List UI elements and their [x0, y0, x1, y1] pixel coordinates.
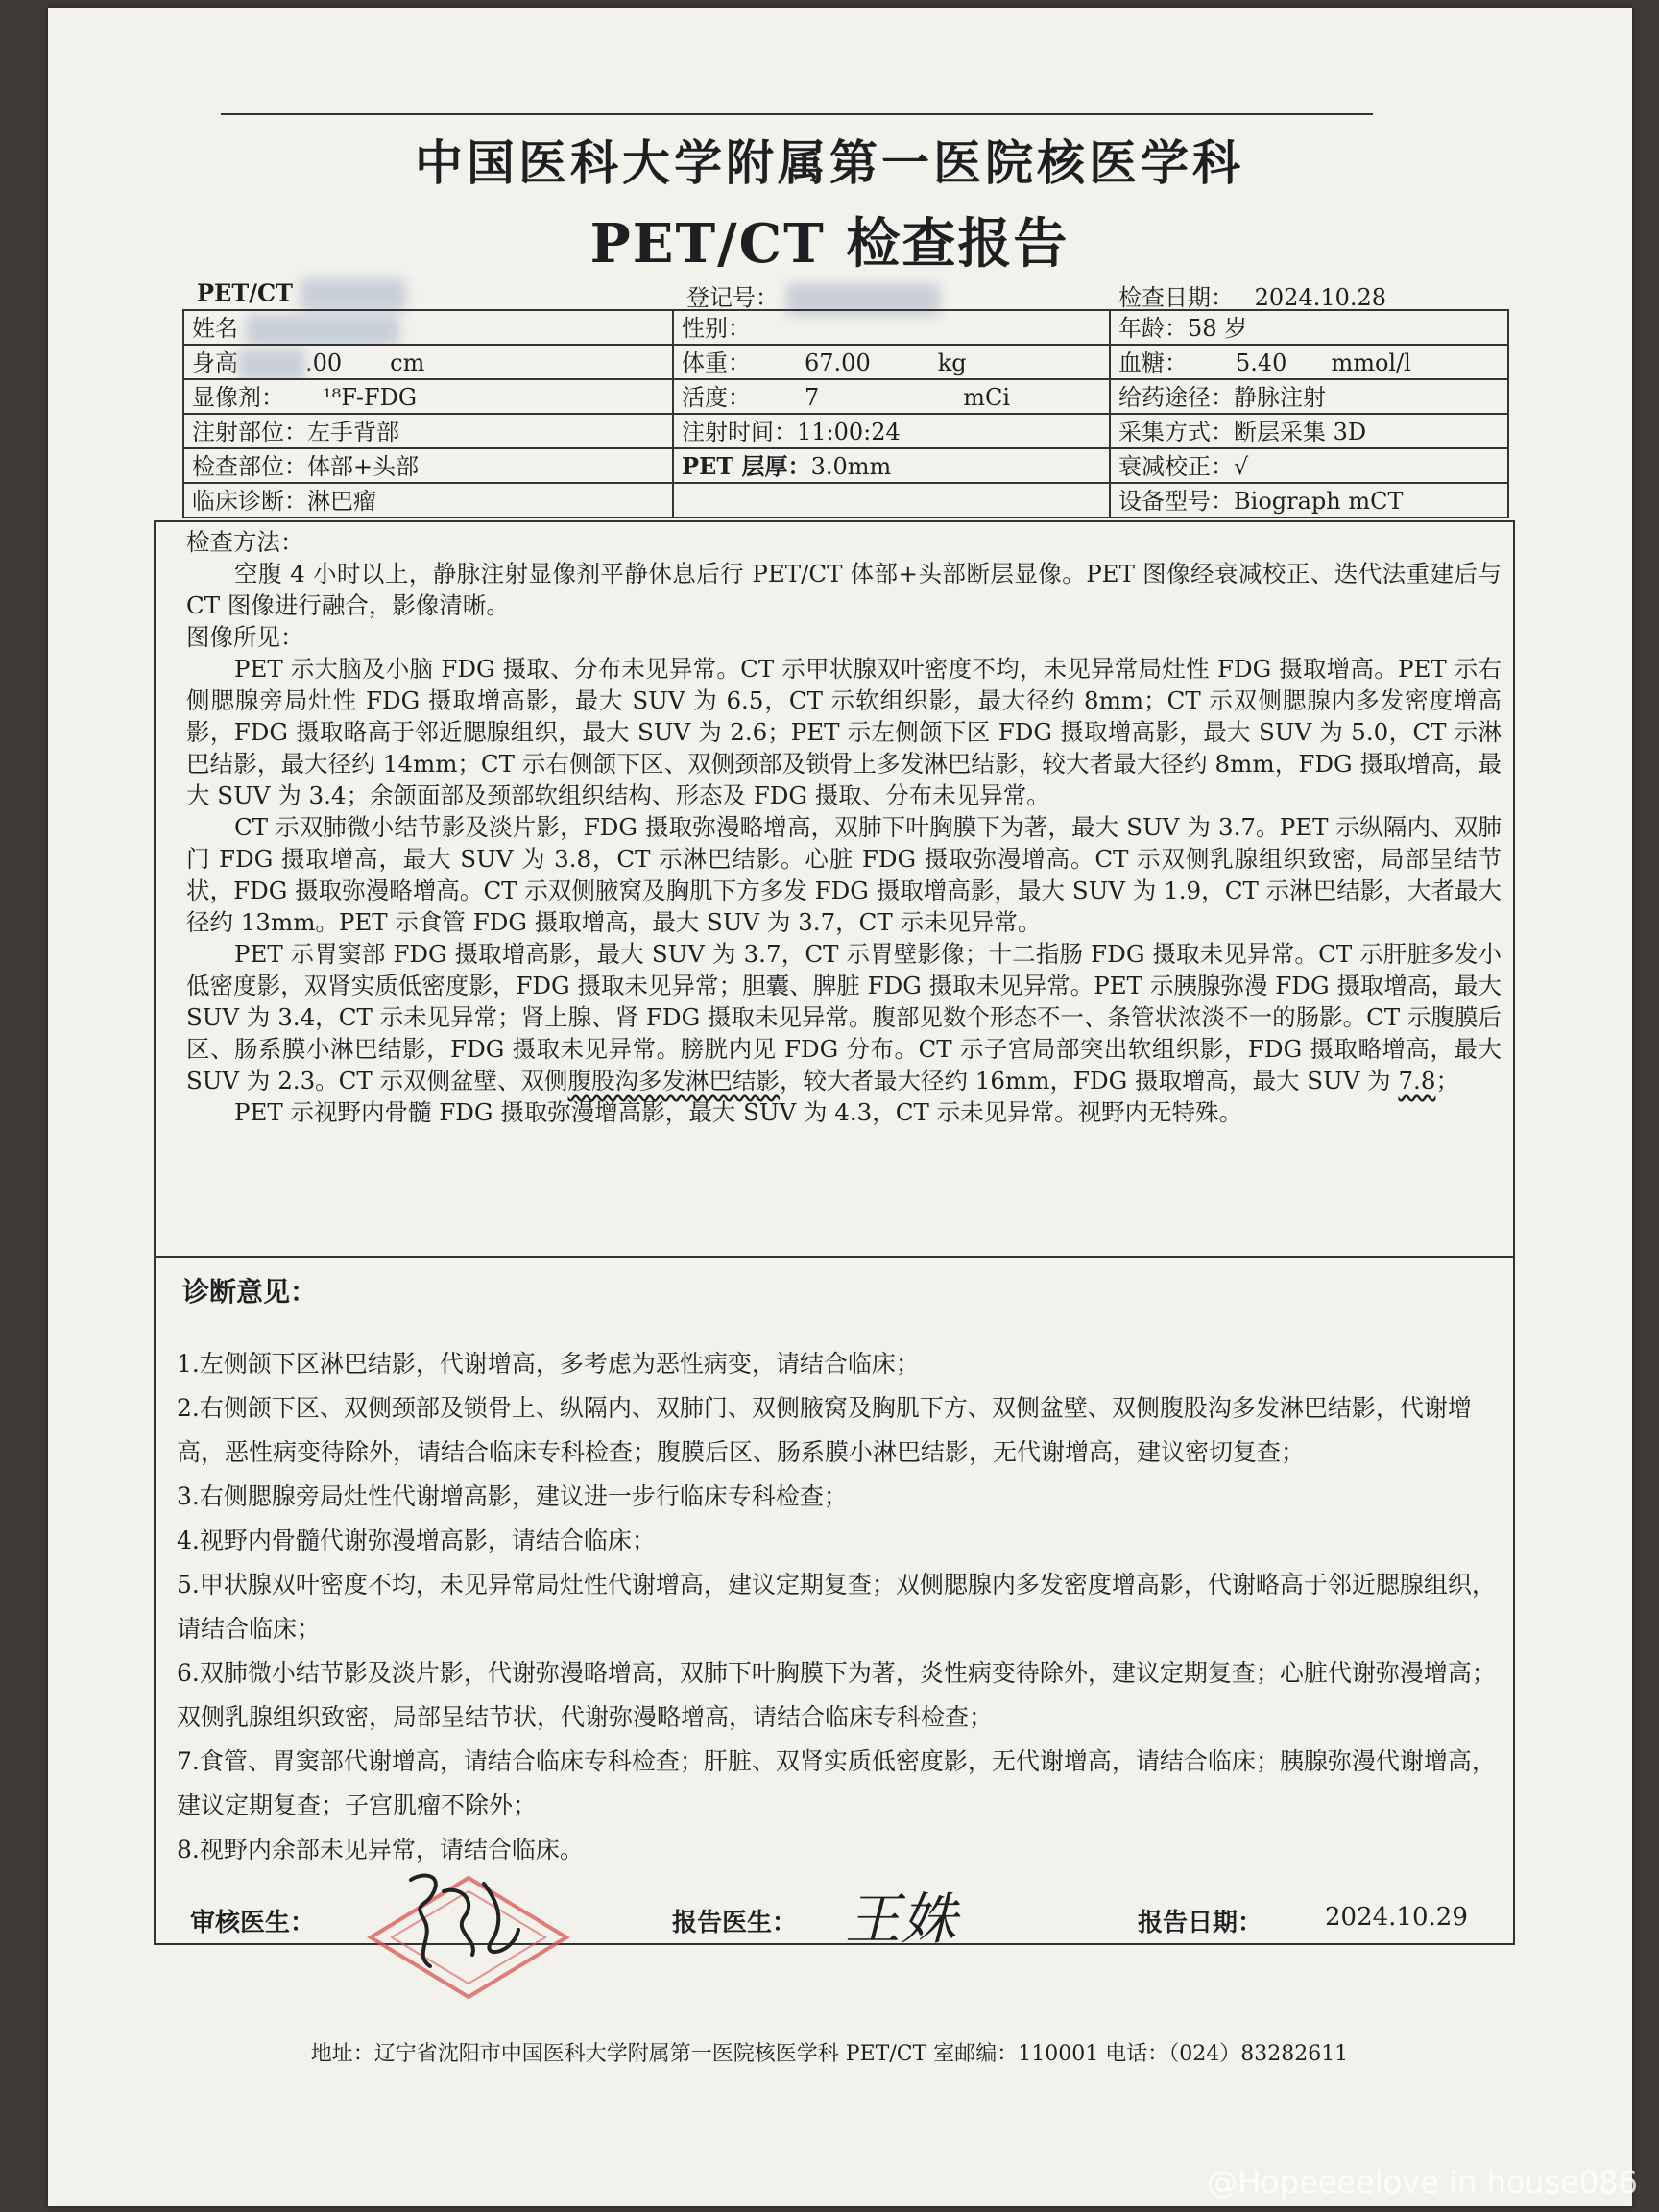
redaction [246, 314, 399, 347]
name-cell [184, 311, 674, 346]
redaction [238, 349, 305, 381]
footer-address: 地址：辽宁省沈阳市中国医科大学附属第一医院核医学科 PET/CT 室邮编：110001 电话：（024）83282611 [310, 2042, 1349, 2066]
sex-label: 性别： [682, 315, 751, 342]
clin-value: 淋巴瘤 [307, 488, 376, 515]
weight-label: 体重： [682, 349, 751, 376]
glucose-cell [1111, 346, 1509, 380]
atten-cell [1111, 449, 1509, 484]
weight-cell [674, 346, 1111, 380]
age-cell [1111, 311, 1509, 346]
age-value: 58 岁 [1188, 315, 1248, 342]
inj-site-cell [184, 415, 674, 449]
acq-cell [1111, 415, 1509, 449]
reviewer-label: 审核医生： [190, 1909, 316, 1937]
name-label: 姓名 [192, 315, 238, 342]
findings-paragraph: PET 示大脑及小脑 FDG 摄取、分布未见异常。CT 示甲状腺双叶密度不均，未见异常局灶性 FDG 摄取增高。PET 示右侧腮腺旁局灶性 FDG 摄取增高影，最大 SUV 为 6.5，CT 示软组织影，最大径约 8mm；CT 示双侧腮腺内多发密度增高影，FDG 摄取略高于邻近腮腺组织，最大 SUV 为 2.6；PET 示左侧颌下区 FDG 摄取增高影，最大 SUV 为 5.0，CT 示淋巴结影，最大径约 14mm；CT 示右侧颌下区、双侧颈部及锁骨上多发淋巴结影，较大者最大径约 8mm，FDG 摄取增高，最大 SUV 为 3.4；余颌面部及颈部软组织结构、形态及 FDG 摄取、分布未见异常。 [186, 655, 1502, 809]
findings-text: PET 示胃窦部 FDG 摄取增高影，最大 SUV 为 3.7，CT 示胃壁影像；十二指肠 FDG 摄取未见异常。CT 示肝脏多发小低密度影，双肾实质低密度影，FDG 摄取未见异常；胆囊、脾脏 FDG 摄取未见异常。PET 示胰腺弥漫 FDG 摄取增高，最大 SUV 为 3.4，CT 示未见异常；肾上腺、肾 FDG 摄取未见异常。腹部见数个形态不一、条管状浓淡不一的肠影。CT 示腹膜后区、肠系膜小淋巴结影，FDG 摄取未见异常。膀胱内见 FDG 分布。CT 示子宫局部突出软组织影，FDG 摄取略增高，最大 SUV 为 2.3。CT 示双侧盆壁、双侧 [186, 940, 1502, 1094]
height-label: 身高 [192, 349, 238, 376]
slice-cell [674, 449, 1111, 484]
watermark: @Hopeeeelove in house086 [1207, 2164, 1638, 2200]
atten-label: 衰减校正： [1118, 453, 1234, 480]
route-label: 给药途径： [1118, 384, 1234, 411]
info-row [184, 415, 1509, 449]
activity-cell [674, 380, 1111, 415]
top-rule [221, 113, 1373, 115]
inj-time-cell [674, 415, 1111, 449]
activity-value: 7 [805, 384, 820, 411]
tracer-value: ¹⁸F-FDG [323, 384, 417, 411]
redaction [301, 278, 406, 311]
diagnosis-item: 2.右侧颌下区、双侧颈部及锁骨上、纵隔内、双肺门、双侧腋窝及胸肌下方、双侧盆壁、双侧腹股沟多发淋巴结影，代谢增高，恶性病变待除外，请结合临床专科检查；腹膜后区、肠系膜小淋巴结影，无代谢增高，建议密切复查； [177, 1394, 1472, 1466]
report-date-value: 2024.10.29 [1325, 1903, 1468, 1932]
age-label: 年龄： [1118, 315, 1188, 342]
diagnosis-item: 1.左侧颌下区淋巴结影，代谢增高，多考虑为恶性病变，请结合临床； [177, 1350, 920, 1378]
tracer-cell [184, 380, 674, 415]
height-value: .00 [305, 349, 343, 376]
exam-site-value: 体部+头部 [307, 453, 420, 480]
glucose-label: 血糖： [1118, 349, 1188, 376]
info-row [184, 346, 1509, 380]
diagnosis-item: 6.双肺微小结节影及淡片影，代谢弥漫略增高，双肺下叶胸膜下为著，炎性病变待除外，建议定期复查；心脏代谢弥漫增高；双侧乳腺组织致密，局部呈结节状，代谢弥漫略增高，请结合临床专科检查； [177, 1659, 1496, 1731]
method-text: 空腹 4 小时以上，静脉注射显像剂平静休息后行 PET/CT 体部+头部断层显像。PET 图像经衰减校正、迭代法重建后与 CT 图像进行融合，影像清晰。 [186, 560, 1502, 619]
diagnosis-item: 5.甲状腺双叶密度不均，未见异常局灶性代谢增高，建议定期复查；双侧腮腺内多发密度增高影，代谢略高于邻近腮腺组织，请结合临床； [177, 1571, 1496, 1643]
clin-cell [184, 484, 674, 518]
findings-paragraph: CT 示双肺微小结节影及淡片影，FDG 摄取弥漫略增高，双肺下叶胸膜下为著，最大 SUV 为 3.7。PET 示纵隔内、双肺门 FDG 摄取增高，最大 SUV 为 3.8，CT 示淋巴结影。心脏 FDG 摄取弥漫增高。CT 示双侧乳腺组织致密，局部呈结节状，FDG 摄取弥漫略增高。CT 示双侧腋窝及胸肌下方多发 FDG 摄取增高影，最大 SUV 为 1.9，CT 示淋巴结影，大者最大径约 13mm。PET 示食管 FDG 摄取增高，最大 SUV 为 3.7，CT 示未见异常。 [186, 813, 1502, 936]
report-title: PET/CT 检查报告 [589, 212, 1070, 276]
clin-label: 临床诊断： [192, 488, 307, 515]
underlined-text: 腹股沟多发淋巴结影 [567, 1067, 781, 1094]
exam-site-label: 检查部位： [192, 453, 307, 480]
device-label: 设备型号： [1118, 488, 1234, 515]
atten-value: √ [1234, 453, 1249, 480]
glucose-unit: mmol/l [1331, 349, 1411, 376]
exam-date-label: 检查日期： [1118, 284, 1234, 311]
underlined-value: 7.8 [1398, 1067, 1436, 1094]
diagnosis-section [154, 1258, 1515, 1945]
info-row [184, 380, 1509, 415]
inj-time-value: 11:00:24 [797, 419, 901, 445]
diagnosis-item: 7.食管、胃窦部代谢增高，请结合临床专科检查；肝脏、双肾实质低密度影，无代谢增高，请结合临床；胰腺弥漫代谢增高，建议定期复查；子宫肌瘤不除外； [177, 1747, 1496, 1819]
inj-time-label: 注射时间： [682, 419, 797, 445]
acq-value: 断层采集 3D [1234, 419, 1367, 445]
inj-site-value: 左手背部 [307, 419, 399, 445]
info-row [184, 484, 1509, 518]
activity-unit: mCi [963, 384, 1011, 411]
exam-site-cell [184, 449, 674, 484]
info-row [184, 311, 1509, 346]
activity-label: 活度： [682, 384, 751, 411]
exam-date-value: 2024.10.28 [1254, 284, 1387, 311]
findings-text: ，较大者最大径约 16mm，FDG 摄取增高，最大 SUV 为 [780, 1067, 1399, 1094]
height-unit: cm [390, 349, 425, 376]
tracer-label: 显像剂： [192, 384, 284, 411]
findings-paragraph: PET 示视野内骨髓 FDG 摄取弥漫增高影，最大 SUV 为 4.3，CT 示未见异常。视野内无特殊。 [234, 1098, 1243, 1126]
route-cell [1111, 380, 1509, 415]
reporter-label: 报告医生： [672, 1909, 798, 1937]
diagnosis-item: 3.右侧腮腺旁局灶性代谢增高影，建议进一步行临床专科检查； [177, 1482, 848, 1510]
slice-value: 3.0mm [810, 453, 892, 480]
pet-ct-no [197, 278, 406, 311]
device-value: Biograph mCT [1234, 488, 1404, 515]
register-label: 登记号： [686, 284, 779, 311]
patient-info-table [182, 309, 1509, 518]
route-value: 静脉注射 [1234, 384, 1326, 411]
height-cell [184, 346, 674, 380]
empty-cell [674, 484, 1111, 518]
report-date-label: 报告日期： [1138, 1909, 1263, 1937]
sex-cell [674, 311, 1111, 346]
reviewer-signature [384, 1863, 547, 1978]
diagnosis-list [177, 1342, 1513, 1872]
pet-ct-no-label: PET/CT [197, 278, 293, 307]
weight-unit: kg [937, 349, 967, 376]
diagnosis-item: 4.视野内骨髓代谢弥漫增高影，请结合临床； [177, 1527, 656, 1554]
findings-section [154, 520, 1515, 1258]
findings-title: 图像所见： [186, 623, 304, 651]
slice-label: PET 层厚： [682, 452, 811, 480]
device-cell [1111, 484, 1509, 518]
hospital-name: 中国医科大学附属第一医院核医学科 [415, 134, 1244, 191]
glucose-value: 5.40 [1236, 349, 1287, 376]
findings-text: ； [1435, 1067, 1459, 1094]
info-row [184, 449, 1509, 484]
acq-label: 采集方式： [1118, 419, 1234, 445]
findings-paragraph [156, 938, 1513, 1096]
method-title: 检查方法： [186, 528, 304, 556]
inj-site-label: 注射部位： [192, 419, 307, 445]
reporter-signature-text: 王姝 [845, 1887, 957, 1952]
diagnosis-item: 8.视野内余部未见异常，请结合临床。 [177, 1836, 584, 1863]
weight-value: 67.00 [805, 349, 871, 376]
diagnosis-title: 诊断意见： [182, 1276, 318, 1308]
exam-date [1118, 278, 1386, 312]
reporter-signature [845, 1874, 989, 1952]
